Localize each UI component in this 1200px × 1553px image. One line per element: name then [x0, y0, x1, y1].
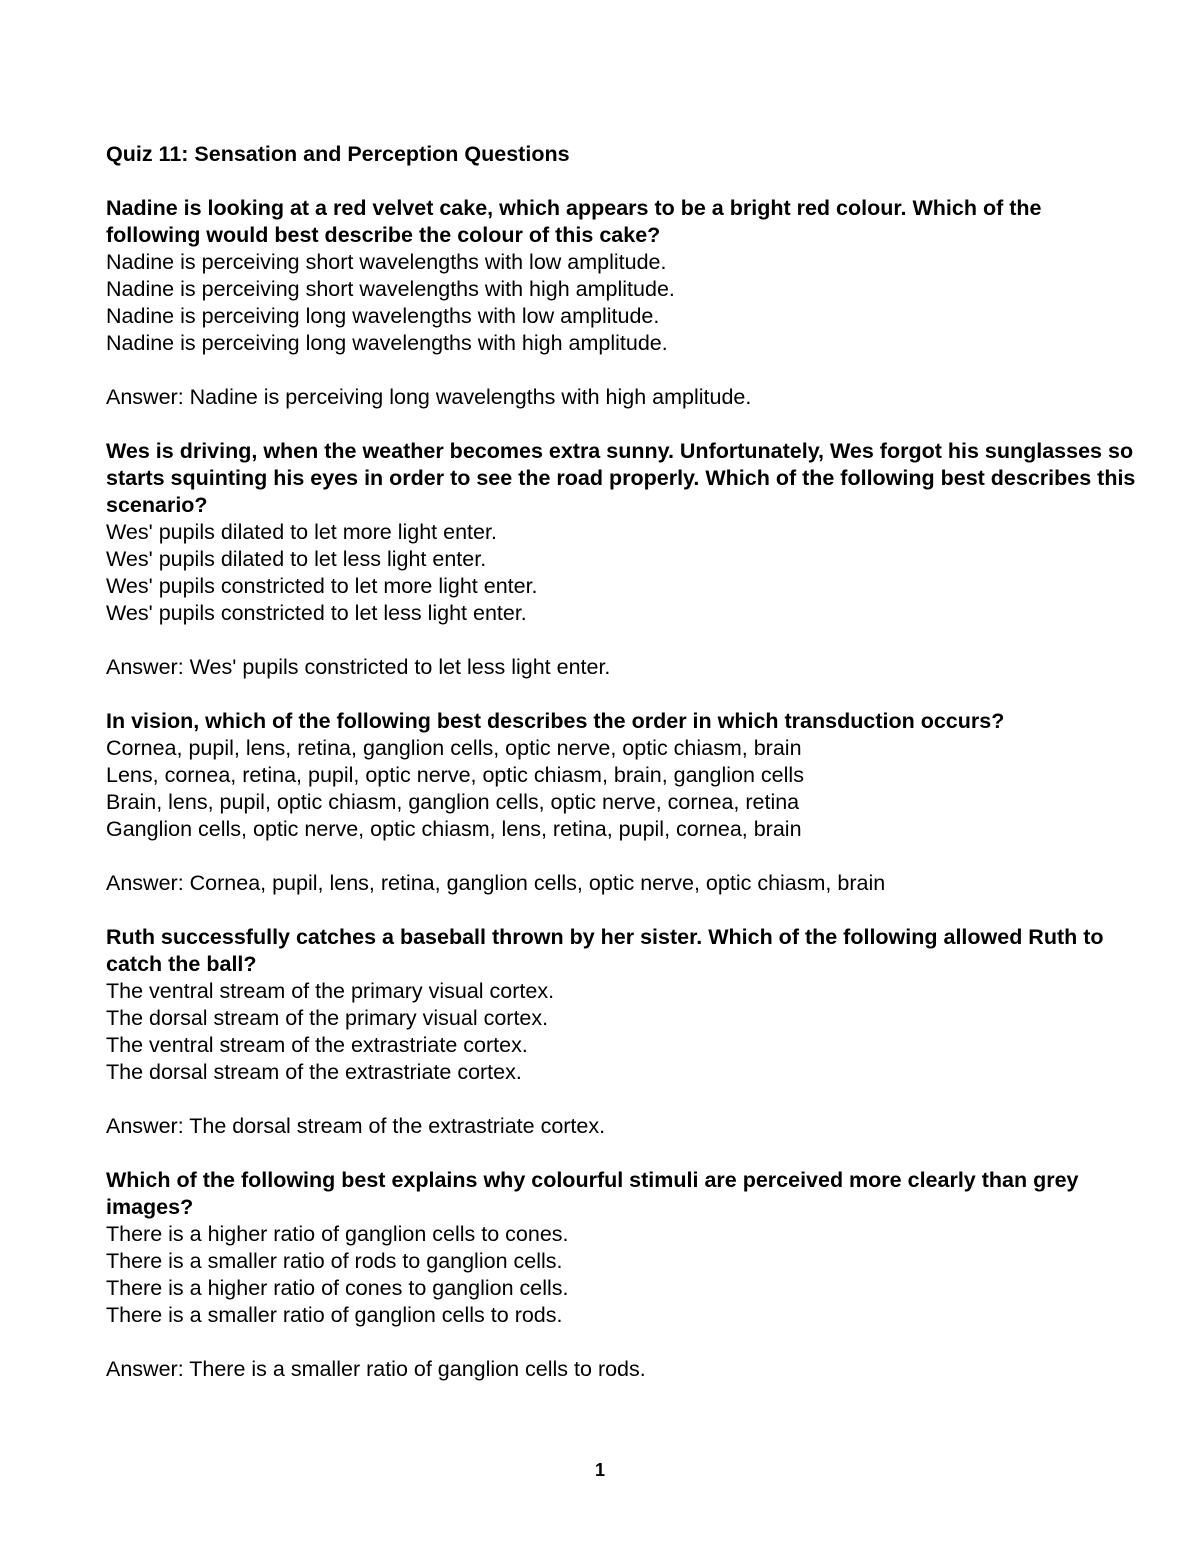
option-list	[106, 735, 1136, 843]
option-list	[106, 1221, 1136, 1329]
option-item: There is a higher ratio of cones to ganglion cells.	[106, 1276, 569, 1300]
question-block	[106, 1167, 1136, 1383]
option-item: Nadine is perceiving long wavelengths with low amplitude.	[106, 304, 660, 328]
question-text: In vision, which of the following best describes the order in which transduction occurs?	[106, 709, 1005, 733]
option-item: Ganglion cells, optic nerve, optic chiasm, lens, retina, pupil, cornea, brain	[106, 817, 802, 841]
option-item: Wes' pupils constricted to let less light enter.	[106, 601, 527, 625]
option-item: The ventral stream of the primary visual cortex.	[106, 979, 555, 1003]
option-item: The dorsal stream of the primary visual cortex.	[106, 1006, 549, 1030]
question-block	[106, 708, 1136, 897]
question-block	[106, 438, 1136, 681]
question-text: Wes is driving, when the weather becomes extra sunny. Unfortunately, Wes forgot his sunglasses so starts squinting his eyes in order to see the road properly. Which of the following best describes this scenario?	[106, 439, 1136, 517]
page-number: 1	[594, 1460, 605, 1480]
question-text: Which of the following best explains why colourful stimuli are perceived more clearly than grey images?	[106, 1168, 1079, 1219]
option-item: The dorsal stream of the extrastriate cortex.	[106, 1060, 522, 1084]
option-item: Nadine is perceiving short wavelengths with high amplitude.	[106, 277, 675, 301]
option-item: There is a smaller ratio of ganglion cells to rods.	[106, 1303, 563, 1327]
option-list	[106, 249, 1136, 357]
answer-text: Answer: Wes' pupils constricted to let less light enter.	[106, 655, 611, 679]
question-block	[106, 924, 1136, 1140]
answer-text: Answer: The dorsal stream of the extrastriate cortex.	[106, 1114, 606, 1138]
answer-text: Answer: Cornea, pupil, lens, retina, ganglion cells, optic nerve, optic chiasm, brain	[106, 871, 886, 895]
option-item: Wes' pupils dilated to let more light enter.	[106, 520, 497, 544]
option-item: Wes' pupils constricted to let more light enter.	[106, 574, 538, 598]
option-item: Wes' pupils dilated to let less light enter.	[106, 547, 487, 571]
option-item: Cornea, pupil, lens, retina, ganglion cells, optic nerve, optic chiasm, brain	[106, 736, 802, 760]
option-item: Brain, lens, pupil, optic chiasm, ganglion cells, optic nerve, cornea, retina	[106, 790, 800, 814]
option-item: Nadine is perceiving short wavelengths with low amplitude.	[106, 250, 667, 274]
option-list	[106, 519, 1136, 627]
option-item: The ventral stream of the extrastriate cortex.	[106, 1033, 528, 1057]
option-item: Nadine is perceiving long wavelengths with high amplitude.	[106, 331, 668, 355]
option-item: There is a smaller ratio of rods to ganglion cells.	[106, 1249, 563, 1273]
answer-text: Answer: There is a smaller ratio of ganglion cells to rods.	[106, 1357, 646, 1381]
question-block	[106, 195, 1136, 411]
document-page	[106, 141, 1136, 1410]
option-item: Lens, cornea, retina, pupil, optic nerve, optic chiasm, brain, ganglion cells	[106, 763, 804, 787]
option-list	[106, 978, 1136, 1086]
option-item: There is a higher ratio of ganglion cells to cones.	[106, 1222, 569, 1246]
document-title: Quiz 11: Sensation and Perception Questions	[106, 142, 570, 166]
question-text: Ruth successfully catches a baseball thrown by her sister. Which of the following allowed Ruth to catch the ball?	[106, 925, 1104, 976]
answer-text: Answer: Nadine is perceiving long wavelengths with high amplitude.	[106, 385, 752, 409]
question-text: Nadine is looking at a red velvet cake, which appears to be a bright red colour. Which of the following would best describe the colour of this cake?	[106, 196, 1042, 247]
